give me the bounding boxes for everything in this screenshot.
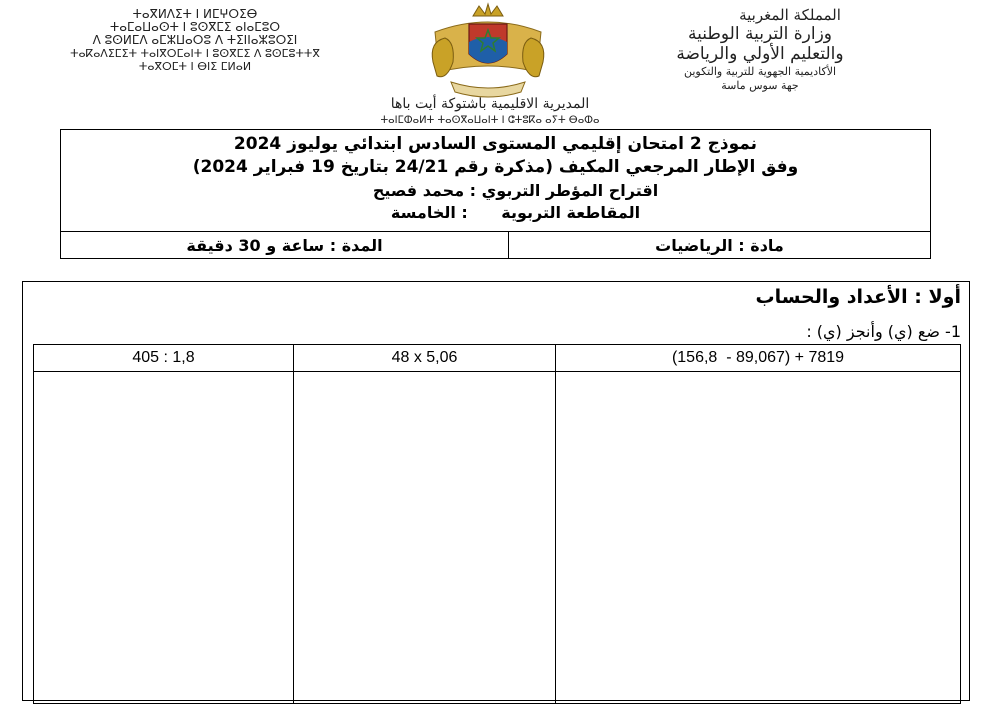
operation-multiplication: 48 x 5,06 xyxy=(391,349,458,366)
district: المقاطعة التربوية : الخامسة xyxy=(390,203,641,222)
coat-of-arms-icon xyxy=(425,2,551,100)
proposer: اقتراح المؤطر التربوي : محمد فصيح xyxy=(372,181,659,200)
exam-title: نموذج 2 امتحان إقليمي المستوى السادس ابتدائي يوليوز 2024 xyxy=(233,134,758,154)
ar-line-4: الأكاديمية الجهوية للتربية والتكوين xyxy=(683,65,837,78)
ar-line-3: والتعليم الأولي والرياضة xyxy=(676,44,844,64)
column-divider-1 xyxy=(293,345,294,703)
operations-grid xyxy=(33,344,961,704)
tif-line-2: ⵜⴰⵎⴰⵡⴰⵙⵜ ⵏ ⵓⵙⴳⵎⵉ ⴰⵏⴰⵎⵓⵔ xyxy=(109,20,280,34)
arabic-header xyxy=(600,6,920,93)
duration-cell: المدة : ساعة و 30 دقيقة xyxy=(186,235,383,255)
operation-addition-subtraction: (156,8 - 89,067) + 7819 xyxy=(671,349,845,366)
tifinagh-header xyxy=(30,8,360,73)
directorate-arabic: المديرية الاقليمية باشتوكة أيت باها xyxy=(390,96,590,112)
subject-cell: مادة : الرياضيات xyxy=(508,232,930,258)
tif-line-1: ⵜⴰⴳⵍⴷⵉⵜ ⵏ ⵍⵎⵖⵔⵉⴱ xyxy=(132,7,258,21)
column-divider-2 xyxy=(555,345,556,703)
tif-line-4: ⵜⴰⴽⴰⴷⵉⵎⵉⵜ ⵜⴰⵏⴳⵔⵎⴰⵏⵜ ⵏ ⵓⵙⴳⵎⵉ ⴷ ⵓⵙⵎⵓⵜⵜⴳ xyxy=(70,47,320,60)
meta-row xyxy=(61,231,930,258)
section-title: أولا : الأعداد والحساب xyxy=(755,286,961,308)
directorate-tifinagh: ⵜⴰⵏⵎⵀⴰⵍⵜ ⵜⴰⵙⴳⴰⵡⴰⵏⵜ ⵏ ⵛⵜⵓⴽⴰ ⴰⵢⵜ ⴱⴰⵀⴰ xyxy=(380,115,600,126)
ar-line-5: جهة سوس ماسة xyxy=(721,79,799,92)
tif-line-5: ⵜⴰⴳⵔⵎⵜ ⵏ ⴱⵏⵉ ⵎⵍⴰⵍ xyxy=(138,60,252,73)
ar-line-1: المملكة المغربية xyxy=(739,6,841,24)
reference-framework: وفق الإطار المرجعي المكيف (مذكرة رقم 24/21 بتاريخ 19 فبراير 2024) xyxy=(192,157,799,177)
operation-division: 405 : 1,8 xyxy=(132,349,195,366)
tif-line-3: ⴷ ⵓⵙⵍⵎⴷ ⴰⵎⵣⵡⴰⵔⵓ ⴷ ⵜⵉⵏⵏⴰⵣⵓⵔⵉⵏ xyxy=(92,33,298,47)
instruction: 1- ضع (ي) وأنجز (ي) : xyxy=(806,322,961,341)
exam-section xyxy=(22,281,970,701)
exam-info-box xyxy=(60,129,931,259)
ar-line-2: وزارة التربية الوطنية xyxy=(687,24,833,44)
